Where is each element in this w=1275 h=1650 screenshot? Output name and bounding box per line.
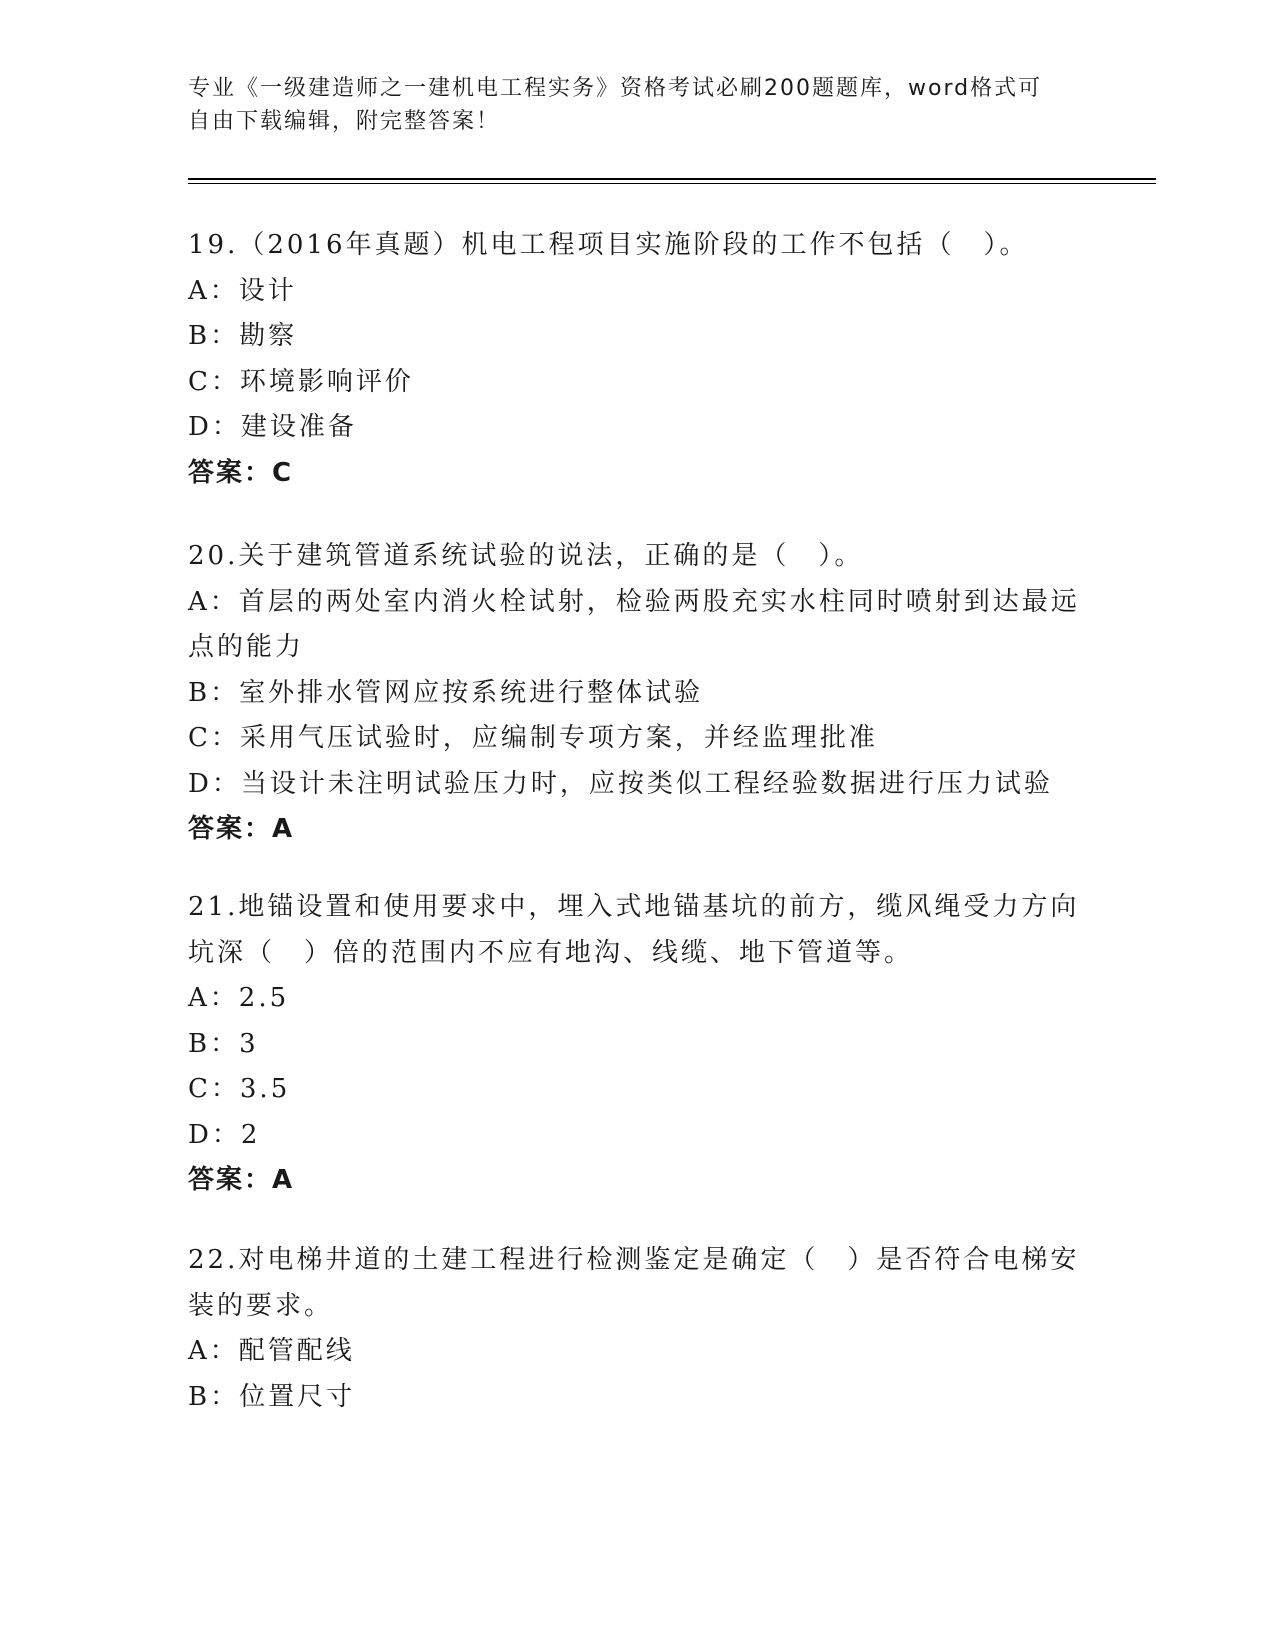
answer: 答案：A <box>188 814 295 844</box>
option-c: C：采用气压试验时，应编制专项方案，并经监理批准 <box>188 723 878 753</box>
question-stem: 19.（2016年真题）机电工程项目实施阶段的工作不包括（ ）。 <box>188 230 1029 260</box>
option-a: A：首层的两处室内消火栓试射，检验两股充实水柱同时喷射到达最远 <box>188 586 1080 617</box>
answer: 答案：A <box>188 1165 295 1195</box>
question-19 <box>188 223 1088 496</box>
option-d: D：2 <box>188 1119 261 1150</box>
answer: 答案：C <box>188 457 294 488</box>
header-divider-thick <box>188 178 1156 180</box>
option-c: C：3.5 <box>188 1074 291 1104</box>
header-line-1: 专业《一级建造师之一建机电工程实务》资格考试必刷200题题库，word格式可 <box>188 76 1043 101</box>
question-stem: 22.对电梯井道的土建工程进行检测鉴定是确定（ ）是否符合电梯安 <box>188 1245 1080 1275</box>
document-header <box>188 72 1068 138</box>
option-b: B：勘察 <box>188 321 298 351</box>
question-22 <box>188 1238 1088 1420</box>
option-b: B：室外排水管网应按系统进行整体试验 <box>188 677 704 708</box>
option-d: D：建设准备 <box>188 412 357 442</box>
header-divider-thin <box>188 183 1156 184</box>
header-line-2: 自由下载编辑，附完整答案！ <box>188 109 501 134</box>
option-a: A：配管配线 <box>188 1336 355 1366</box>
question-20 <box>188 534 1088 853</box>
option-d: D：当设计未注明试验压力时，应按类似工程经验数据进行压力试验 <box>188 768 1053 799</box>
option-a-continued: 点的能力 <box>188 632 305 662</box>
question-21 <box>188 885 1088 1204</box>
question-stem: 20.关于建筑管道系统试验的说法，正确的是（ ）。 <box>188 541 864 571</box>
option-a: A：2.5 <box>188 983 290 1013</box>
option-b: B：位置尺寸 <box>188 1381 356 1412</box>
option-c: C：环境影响评价 <box>188 366 414 397</box>
question-stem-continued: 装的要求。 <box>188 1290 334 1321</box>
option-a: A：设计 <box>188 275 297 306</box>
question-stem-continued: 坑深（ ）倍的范围内不应有地沟、线缆、地下管道等。 <box>188 937 914 968</box>
question-stem: 21.地锚设置和使用要求中，埋入式地锚基坑的前方，缆风绳受力方向 <box>188 892 1080 922</box>
option-b: B：3 <box>188 1028 259 1059</box>
